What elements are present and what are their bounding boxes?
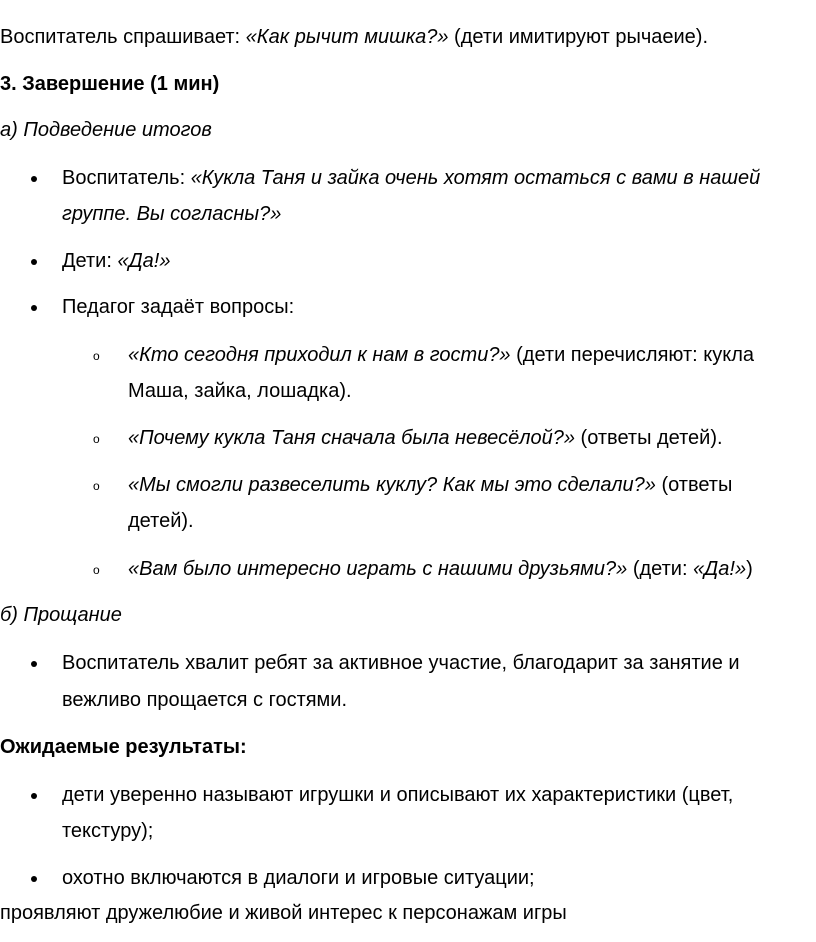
list-item: охотно включаются в диалоги и игровые ситуации; (62, 867, 535, 889)
bullet-icon (30, 783, 40, 807)
list-item: Педагог задаёт вопросы: (62, 296, 295, 318)
closing-line: проявляют дружелюбие и живой интерес к персонажам игры (0, 902, 567, 924)
circle-bullet-icon: o (93, 563, 100, 577)
circle-bullet-icon: o (93, 479, 100, 493)
list-item: Воспитатель хвалит ребят за активное участие, благодарит за занятие и (62, 652, 740, 674)
intro-quote: «Как рычит мишка?» (245, 26, 449, 48)
list-item: дети уверенно называют игрушки и описывают их характеристики (цвет, (62, 784, 734, 806)
intro-lead: Воспитатель спрашивает: (0, 26, 246, 48)
results-heading: Ожидаемые результаты: (0, 736, 247, 758)
sub-list-item: «Вам было интересно играть с нашими друзьями?» (дети: «Да!») (128, 558, 753, 580)
bullet-icon (30, 166, 40, 190)
bullet-icon (30, 651, 40, 675)
bullet-icon (30, 249, 40, 273)
list-item-continuation: вежливо прощается с гостями. (62, 689, 348, 711)
subheading-farewell: б) Прощание (0, 604, 122, 626)
sub-list-item-continuation: детей). (128, 510, 194, 532)
sub-list-item: «Мы смогли развеселить куклу? Как мы это сделали?» (ответы (128, 474, 733, 496)
sub-list-item-continuation: Маша, зайка, лошадка). (128, 380, 352, 402)
sub-list-item: «Кто сегодня приходил к нам в гости?» (дети перечисляют: кукла (128, 344, 754, 366)
intro-tail: (дети имитируют рычаеие). (448, 26, 709, 48)
circle-bullet-icon: o (93, 349, 100, 363)
section-heading: 3. Завершение (1 мин) (0, 73, 220, 95)
list-item: Дети: «Да!» (62, 250, 171, 272)
list-item-continuation: текстуру); (62, 820, 154, 842)
sub-list-item: «Почему кукла Таня сначала была невесёлой?» (ответы детей). (128, 427, 723, 449)
list-item: Воспитатель: «Кукла Таня и зайка очень хотят остаться с вами в нашей (62, 167, 761, 189)
list-item-continuation: группе. Вы согласны?» (62, 203, 282, 225)
bullet-icon (30, 866, 40, 890)
circle-bullet-icon: o (93, 432, 100, 446)
intro-paragraph (0, 25, 708, 49)
bullet-icon (30, 295, 40, 319)
subheading-summary: а) Подведение итогов (0, 119, 212, 141)
